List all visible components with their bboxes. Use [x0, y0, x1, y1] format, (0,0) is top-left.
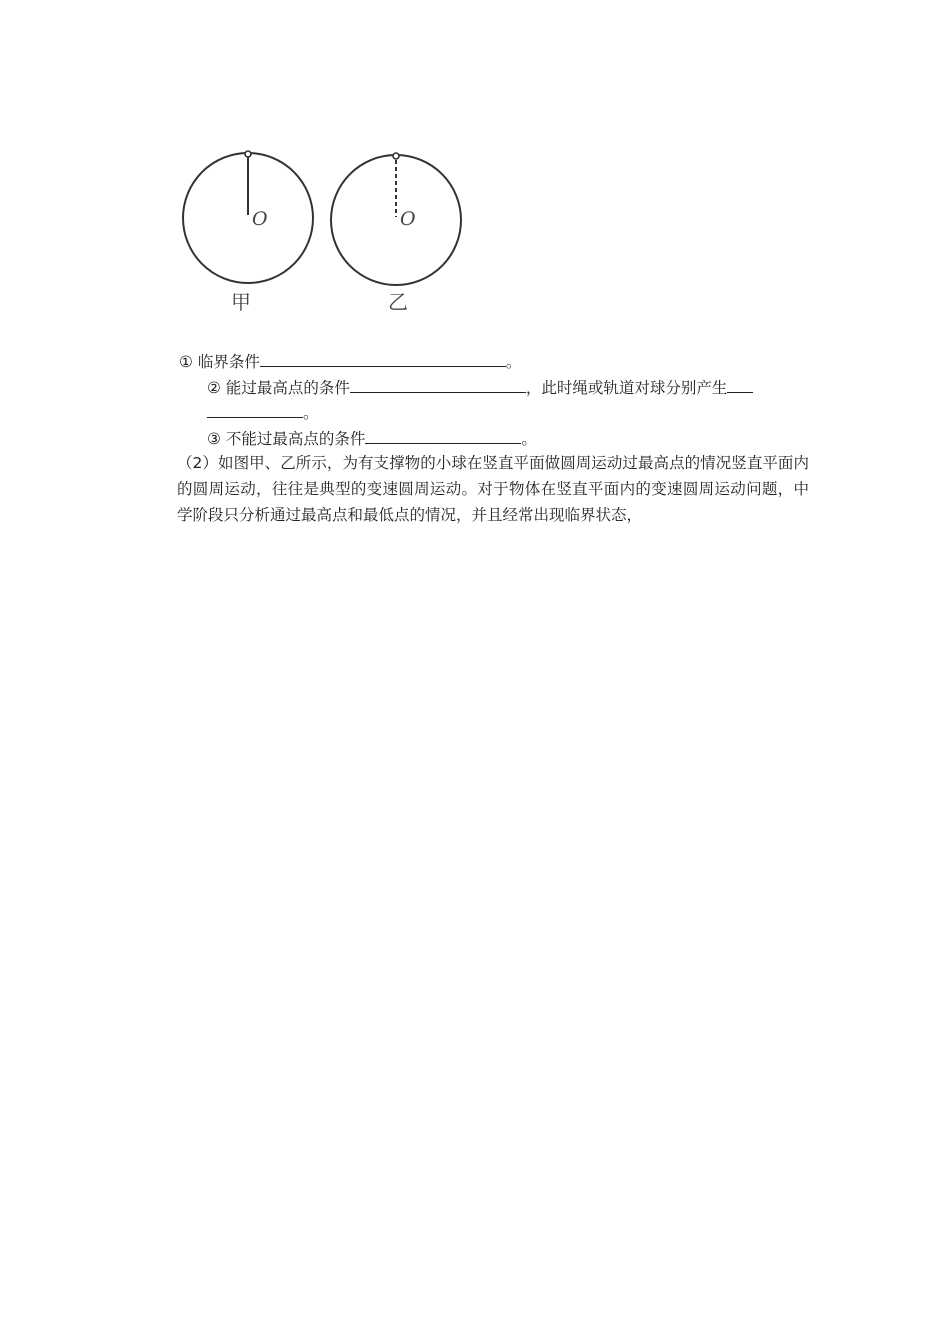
center-label-left: O: [252, 208, 268, 230]
item-1-text: 临界条件: [197, 353, 260, 371]
item-3: [207, 427, 537, 450]
item-1-blank[interactable]: [260, 350, 506, 367]
item-2-end: 。: [303, 404, 319, 422]
item-1-marker: ①: [179, 353, 193, 371]
item-1-end: 。: [505, 353, 522, 371]
circle-figure: [170, 140, 480, 320]
circle-diagrams: [170, 140, 480, 320]
item-2-blank-b[interactable]: [727, 376, 753, 393]
ball-right: [393, 153, 399, 159]
item-2-blank[interactable]: [350, 376, 526, 393]
item-3-blank[interactable]: [365, 427, 521, 444]
ball-left: [245, 151, 251, 157]
item-3-text: 不能过最高点的条件: [225, 430, 366, 448]
item-1: [179, 350, 521, 373]
caption-right: 乙: [388, 290, 408, 314]
item-2-text: 能过最高点的条件: [225, 379, 350, 397]
item-2-mid: ，此时绳或轨道对球分别产生: [525, 379, 728, 397]
center-label-right: O: [400, 208, 416, 230]
item-2: [207, 376, 753, 399]
item-2-marker: ②: [207, 379, 221, 397]
item-2-continuation: [207, 401, 319, 424]
paragraph-text: （2）如图甲、乙所示，为有支撑物的小球在竖直平面做圆周运动过最高点的情况竖直平面内的圆周运动，往往是典型的变速圆周运动。对于物体在竖直平面内的变速圆周运动问题，中学阶段只分析通过最高点和最低点的情况，并且经常出现临界状态，: [177, 454, 809, 524]
item-3-end: 。: [521, 430, 537, 448]
caption-left: 甲: [231, 290, 251, 314]
item-2-blank-c[interactable]: [207, 401, 303, 418]
item-3-marker: ③: [207, 430, 221, 448]
